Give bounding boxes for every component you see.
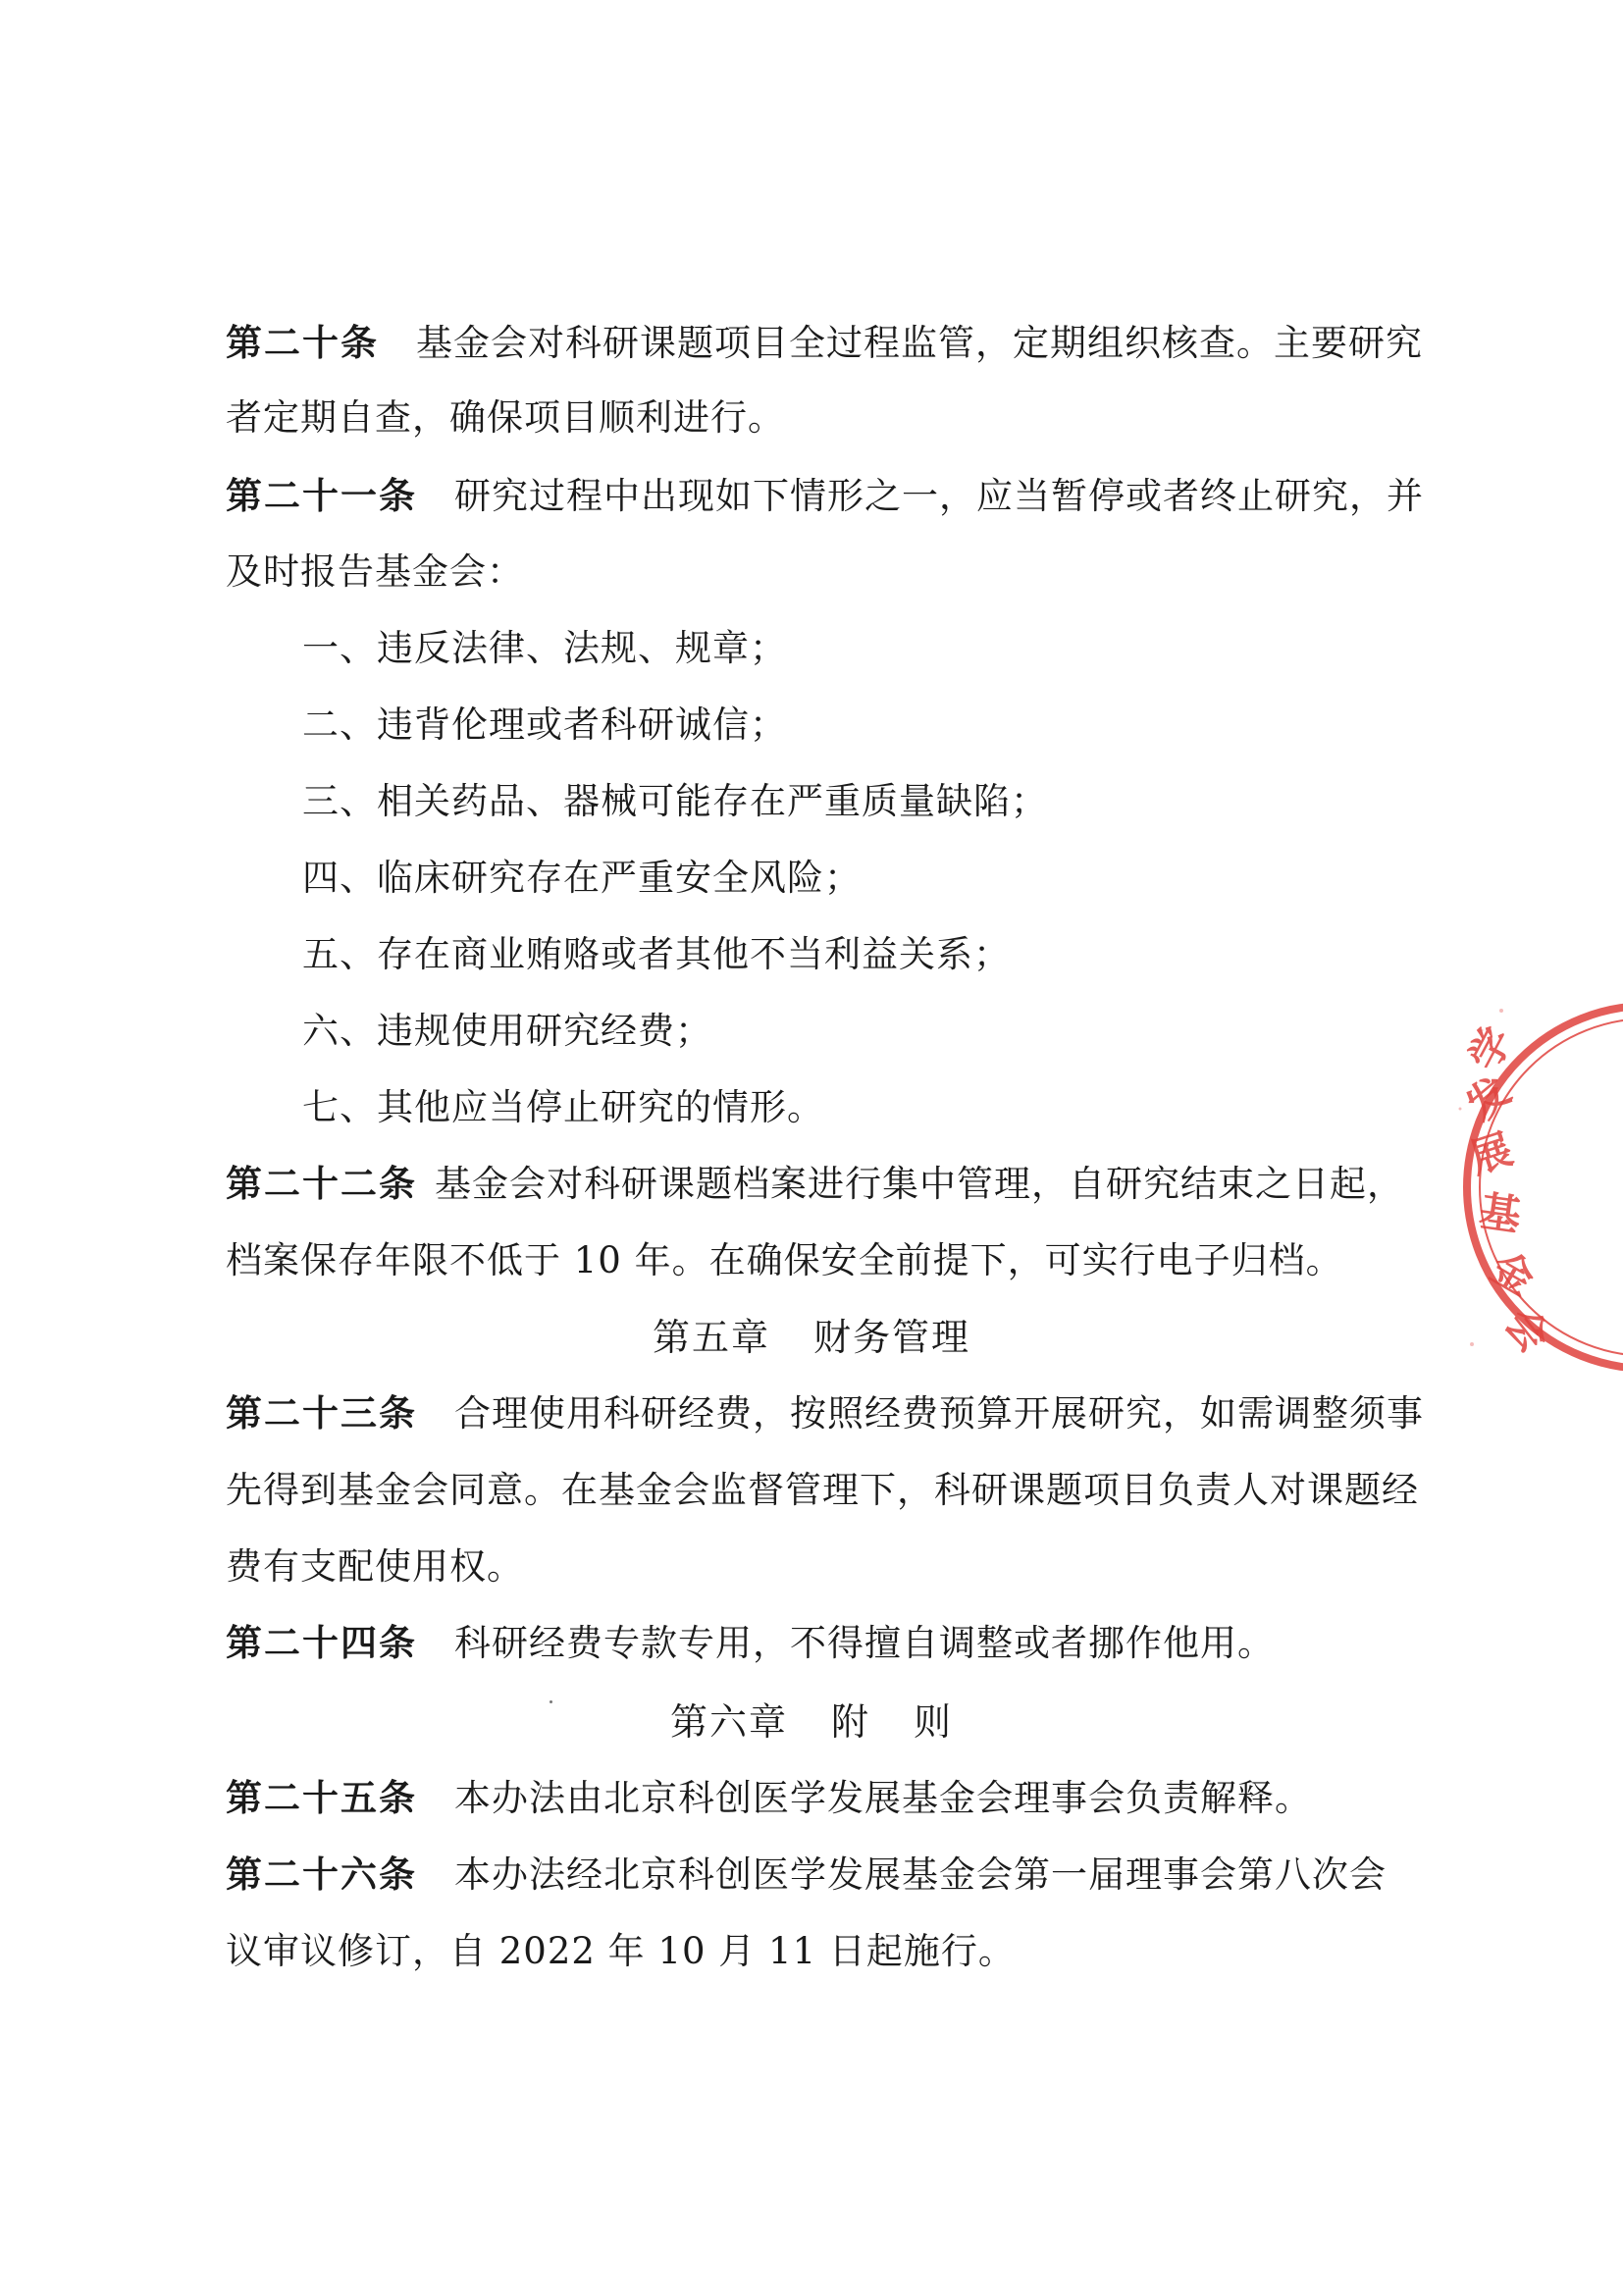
article-21-item-7: 七、其他应当停止研究的情形。 [302,1086,824,1128]
article-21-item-3: 三、相关药品、器械可能存在严重质量缺陷； [302,780,1048,822]
chapter-5-heading [0,1315,1623,1360]
article-22-text: 基金会对科研课题档案进行集中管理，自研究结束之日起， [435,1163,1404,1205]
chapter-5-number: 第五章 [652,1316,770,1359]
seal-text: 基 [1476,1186,1525,1240]
article-21-line-2: 及时报告基金会： [226,550,524,593]
article-21-item-1: 一、违反法律、法规、规章； [302,627,787,669]
article-21-number: 第二十一条 [226,475,417,517]
seal-text: 金 [1483,1242,1543,1305]
seal-graphic [1442,991,1623,1383]
article-23-text: 合理使用科研经费，按照经费预算开展研究，如需调整须事 [454,1392,1424,1435]
article-20-number: 第二十条 [226,322,379,364]
article-26-line-1 [226,1852,1442,1898]
seal-text: 会 [1495,1298,1559,1362]
article-24-number: 第二十四条 [226,1622,417,1664]
chapter-6-heading [0,1699,1623,1745]
article-21-item-2: 二、违背伦理或者科研诚信； [302,704,787,746]
article-25-line-1 [226,1776,1442,1821]
article-23-number: 第二十三条 [226,1392,417,1435]
article-21-line-1 [226,474,1442,519]
article-23-line-2: 先得到基金会同意。在基金会监督管理下，科研课题项目负责人对课题经 [226,1469,1419,1511]
chapter-6-title-1: 附 [830,1700,870,1744]
article-22-number: 第二十二条 [226,1163,417,1205]
article-23-line-1 [226,1391,1442,1436]
seal-text: 学 [1459,1018,1522,1078]
seal-text: 发 [1456,1067,1520,1130]
chapter-6-number: 第六章 [669,1700,788,1744]
article-21-text: 研究过程中出现如下情形之一，应当暂停或者终止研究，并 [454,475,1424,517]
article-26-number: 第二十六条 [226,1853,417,1896]
article-21-item-6: 六、违规使用研究经费； [302,1010,712,1052]
article-25-text: 本办法由北京科创医学发展基金会理事会负责解释。 [454,1777,1312,1819]
article-22-line-1 [226,1162,1442,1207]
seal-text: 展 [1463,1123,1519,1183]
article-20-text: 基金会对科研课题项目全过程监管，定期组织核查。主要研究 [416,322,1423,364]
article-26-text: 本办法经北京科创医学发展基金会第一届理事会第八次会 [454,1853,1387,1896]
official-seal [1442,991,1623,1383]
article-24-line-1 [226,1621,1442,1666]
article-22-line-2: 档案保存年限不低于 10 年。在确保安全前提下，可实行电子归档。 [226,1239,1343,1281]
article-26-line-2: 议审议修订，自 2022 年 10 月 11 日起施行。 [226,1930,1016,1972]
article-21-item-5: 五、存在商业贿赂或者其他不当利益关系； [302,933,1011,975]
article-21-item-4: 四、临床研究存在严重安全风险； [302,857,862,899]
article-20-line-2: 者定期自查，确保项目顺利进行。 [226,396,785,439]
article-20-line-1 [226,321,1442,366]
chapter-6-title-2: 则 [914,1700,954,1744]
chapter-5-title: 财务管理 [813,1316,971,1359]
article-23-line-3: 费有支配使用权。 [226,1545,524,1588]
article-24-text: 科研经费专款专用，不得擅自调整或者挪作他用。 [454,1622,1275,1664]
article-25-number: 第二十五条 [226,1777,417,1819]
